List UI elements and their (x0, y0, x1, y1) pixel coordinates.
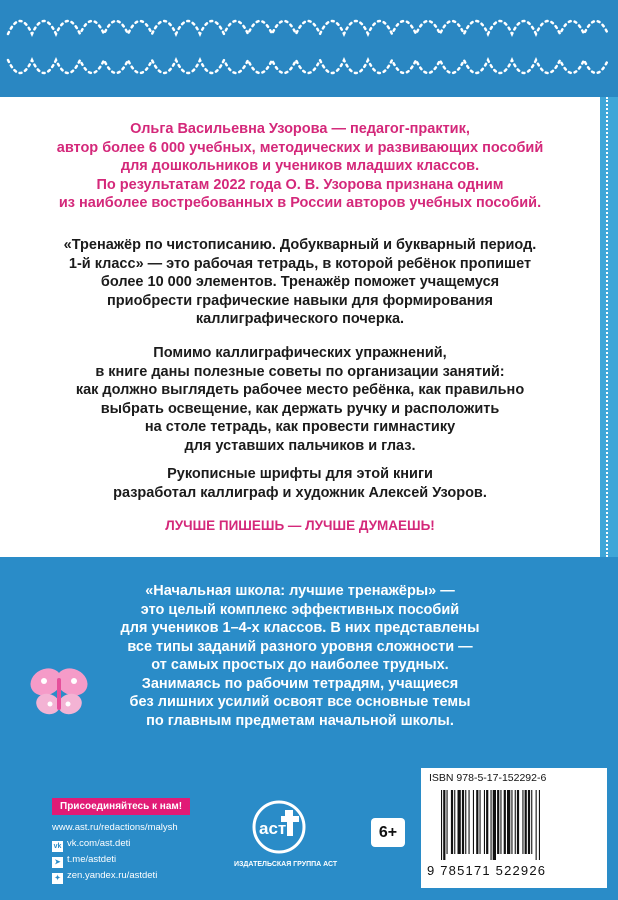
series-line: «Начальная школа: лучшие тренажёры» — (145, 583, 455, 599)
advice-line: в книге даны полезные советы по организации занятий: (95, 363, 505, 380)
author-intro-line: из наиболее востребованных в России авторов учебных пособий. (58, 195, 542, 211)
author-intro-line: По результатам 2022 года О. В. Узорова признана одним (96, 176, 504, 193)
barcode-bar (469, 790, 470, 854)
description-line: более 10 000 элементов. Тренажёр поможет учащемуся (100, 274, 500, 290)
barcode-bar (528, 790, 530, 854)
butterfly-icon (28, 664, 90, 720)
join-us-badge: Присоединяйтесь к нам! (52, 798, 190, 815)
barcode-bar (525, 790, 527, 854)
barcode-bar (517, 790, 519, 854)
series-line: Занимаясь по рабочим тетрадям, учащиеся (141, 675, 459, 692)
advice-line: Помимо каллиграфических упражнений, (153, 345, 447, 361)
fonts-credit (0, 465, 600, 502)
zen-icon: ✦ (52, 873, 63, 884)
advice-line: на столе тетрадь, как провести гимнастику (144, 419, 456, 435)
zen-link-text[interactable]: zen.yandex.ru/astdeti (67, 869, 158, 881)
series-line: без лишних усилий освоят все основные темы (129, 694, 471, 710)
side-dotted-strip (600, 97, 618, 557)
barcode-bar (441, 790, 442, 860)
cursive-loops-decoration (0, 0, 618, 97)
telegram-icon: ➤ (52, 857, 63, 868)
barcode-bar (473, 790, 474, 854)
social-link-site[interactable] (52, 820, 202, 836)
barcode-bar (536, 790, 537, 860)
barcode-bar (480, 790, 481, 854)
barcode-bar (443, 790, 445, 860)
barcode-bar (458, 790, 461, 854)
vk-link-text[interactable]: vk.com/ast.deti (67, 837, 131, 849)
series-line: все типы заданий разного уровня сложности — (127, 638, 473, 655)
barcode-bar (504, 790, 506, 854)
publisher-logo (234, 800, 338, 868)
top-decorative-band (0, 0, 618, 97)
barcode-bar (465, 790, 466, 854)
book-description (0, 236, 600, 329)
series-description (0, 582, 600, 730)
vk-icon: vk (53, 842, 62, 850)
credit-line: разработал каллиграф и художник Алексей Узоров. (113, 484, 487, 501)
barcode-bar (462, 790, 464, 854)
advice-line: как должно выглядеть рабочее место ребёнка, как правильно (75, 382, 525, 398)
ast-logo-icon (247, 800, 311, 854)
barcode-bar (539, 790, 540, 860)
barcode-bar (500, 790, 501, 854)
age-rating-badge: 6+ (371, 818, 405, 847)
barcode-bar (493, 790, 496, 860)
barcode (439, 790, 589, 860)
social-link-zen[interactable] (52, 868, 202, 884)
social-links (52, 796, 202, 884)
social-link-vk[interactable] (52, 836, 202, 852)
series-line: для учеников 1–4-х классов. В них представлены (120, 620, 480, 636)
series-line: это целый комплекс эффективных пособий (140, 601, 460, 618)
barcode-bar (497, 790, 499, 854)
author-intro-line: автор более 6 000 учебных, методических и развивающих пособий (56, 139, 544, 156)
advice-line: для уставших пальчиков и глаз. (184, 437, 416, 454)
logo-text: аст (259, 819, 287, 838)
barcode-digits: 9 785171 522926 (427, 863, 547, 878)
barcode-bar (486, 790, 488, 854)
barcode-bar (507, 790, 510, 854)
barcode-bar (451, 790, 453, 854)
barcode-bar (511, 790, 512, 854)
description-line: «Тренажёр по чистописанию. Добукварный и букварный период. (63, 237, 537, 253)
advice-paragraph (0, 344, 600, 455)
barcode-bar (476, 790, 478, 854)
publisher-caption: ИЗДАТЕЛЬСКАЯ ГРУППА АСТ (234, 861, 338, 868)
description-line: приобрести графические навыки для формирования (107, 292, 493, 309)
web-link-text[interactable]: www.ast.ru/redactions/malysh (52, 822, 178, 833)
author-intro-line: Ольга Васильевна Узорова — педагог-практик, (130, 121, 470, 137)
barcode-bar (522, 790, 523, 854)
barcode-bar (515, 790, 516, 854)
telegram-link-text[interactable]: t.me/astdeti (67, 853, 117, 865)
description-line: каллиграфического почерка. (195, 311, 405, 327)
credit-line: Рукописные шрифты для этой книги (167, 466, 433, 482)
barcode-bar (491, 790, 492, 860)
description-line: 1-й класс» — это рабочая тетрадь, в которой ребёнок пропишет (68, 255, 532, 272)
barcode-bar (531, 790, 532, 854)
barcode-bar (484, 790, 485, 854)
barcode-bar (447, 790, 448, 854)
author-intro-line: для дошкольников и учеников младших классов. (120, 158, 480, 174)
isbn-barcode-block (421, 768, 607, 888)
slogan: ЛУЧШЕ ПИШЕШЬ — ЛУЧШЕ ДУМАЕШЬ! (165, 518, 435, 533)
social-link-telegram[interactable] (52, 852, 202, 868)
advice-line: выбрать освещение, как держать ручку и расположить (100, 400, 500, 417)
series-line: по главным предметам начальной школы. (146, 712, 454, 729)
series-line: от самых простых до наиболее трудных. (151, 657, 449, 673)
barcode-bar (454, 790, 455, 854)
isbn-label: ISBN 978-5-17-152292-6 (429, 772, 547, 784)
author-intro (0, 120, 600, 213)
